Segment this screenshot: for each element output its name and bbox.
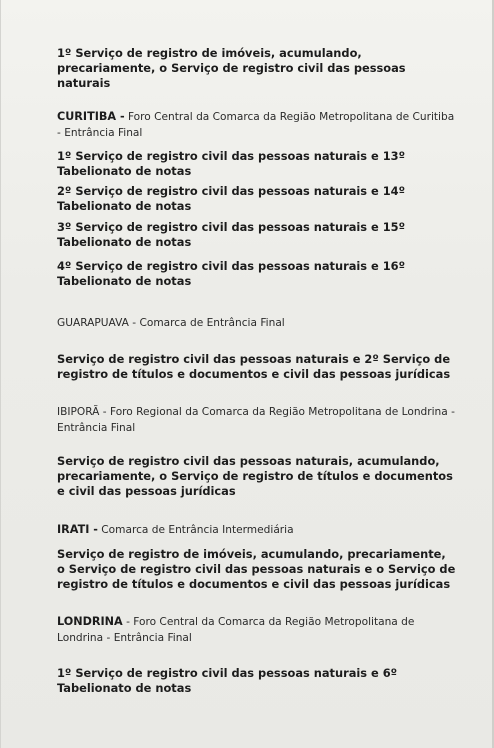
- comarca-header: [57, 404, 457, 436]
- comarca-description: - Foro Central da Comarca da Região Metropolitana de Londrina - Entrância Final: [57, 616, 415, 644]
- service-entry: 1º Serviço de registro civil das pessoas naturais e 13º Tabelionato de notas: [57, 149, 406, 178]
- service-entry: 4º Serviço de registro civil das pessoas naturais e 16º Tabelionato de notas: [57, 259, 406, 288]
- service-entry: Serviço de registro de imóveis, acumulando, precariamente, o Serviço de registro civil das pessoas naturais e o Serviço de registro de títulos e documentos e civil das pessoas jurídicas: [57, 547, 456, 591]
- service-entry: Serviço de registro civil das pessoas naturais, acumulando, precariamente, o Serviço de registro de títulos e documentos e civil das pessoas jurídicas: [57, 454, 453, 498]
- comarca-header: [57, 315, 457, 331]
- service-entry: 3º Serviço de registro civil das pessoas naturais e 15º Tabelionato de notas: [57, 220, 406, 249]
- comarca-header: [57, 614, 457, 646]
- comarca-description: - Foro Regional da Comarca da Região Metropolitana de Londrina - Entrância Final: [57, 406, 455, 434]
- service-entry: 1º Serviço de registro de imóveis, acumulando, precariamente, o Serviço de registro civil das pessoas naturais: [57, 46, 406, 90]
- comarca-description: - Comarca de Entrância Final: [128, 317, 285, 329]
- comarca-city: GUARAPUAVA: [57, 317, 129, 329]
- comarca-city: LONDRINA: [57, 615, 123, 628]
- comarca-header: [57, 522, 457, 538]
- comarca-description: Foro Central da Comarca da Região Metropolitana de Curitiba - Entrância Final: [57, 111, 455, 139]
- comarca-header: [57, 109, 457, 141]
- service-entry: Serviço de registro civil das pessoas naturais e 2º Serviço de registro de títulos e documentos e civil das pessoas jurídicas: [57, 352, 451, 381]
- comarca-description: Comarca de Entrância Intermediária: [97, 524, 294, 536]
- comarca-city: CURITIBA -: [57, 110, 125, 123]
- service-entry: 1º Serviço de registro civil das pessoas naturais e 6º Tabelionato de notas: [57, 666, 398, 695]
- comarca-city: IRATI -: [57, 523, 98, 536]
- comarca-city: IBIPORÃ: [57, 406, 100, 418]
- service-entry: 2º Serviço de registro civil das pessoas naturais e 14º Tabelionato de notas: [57, 184, 406, 213]
